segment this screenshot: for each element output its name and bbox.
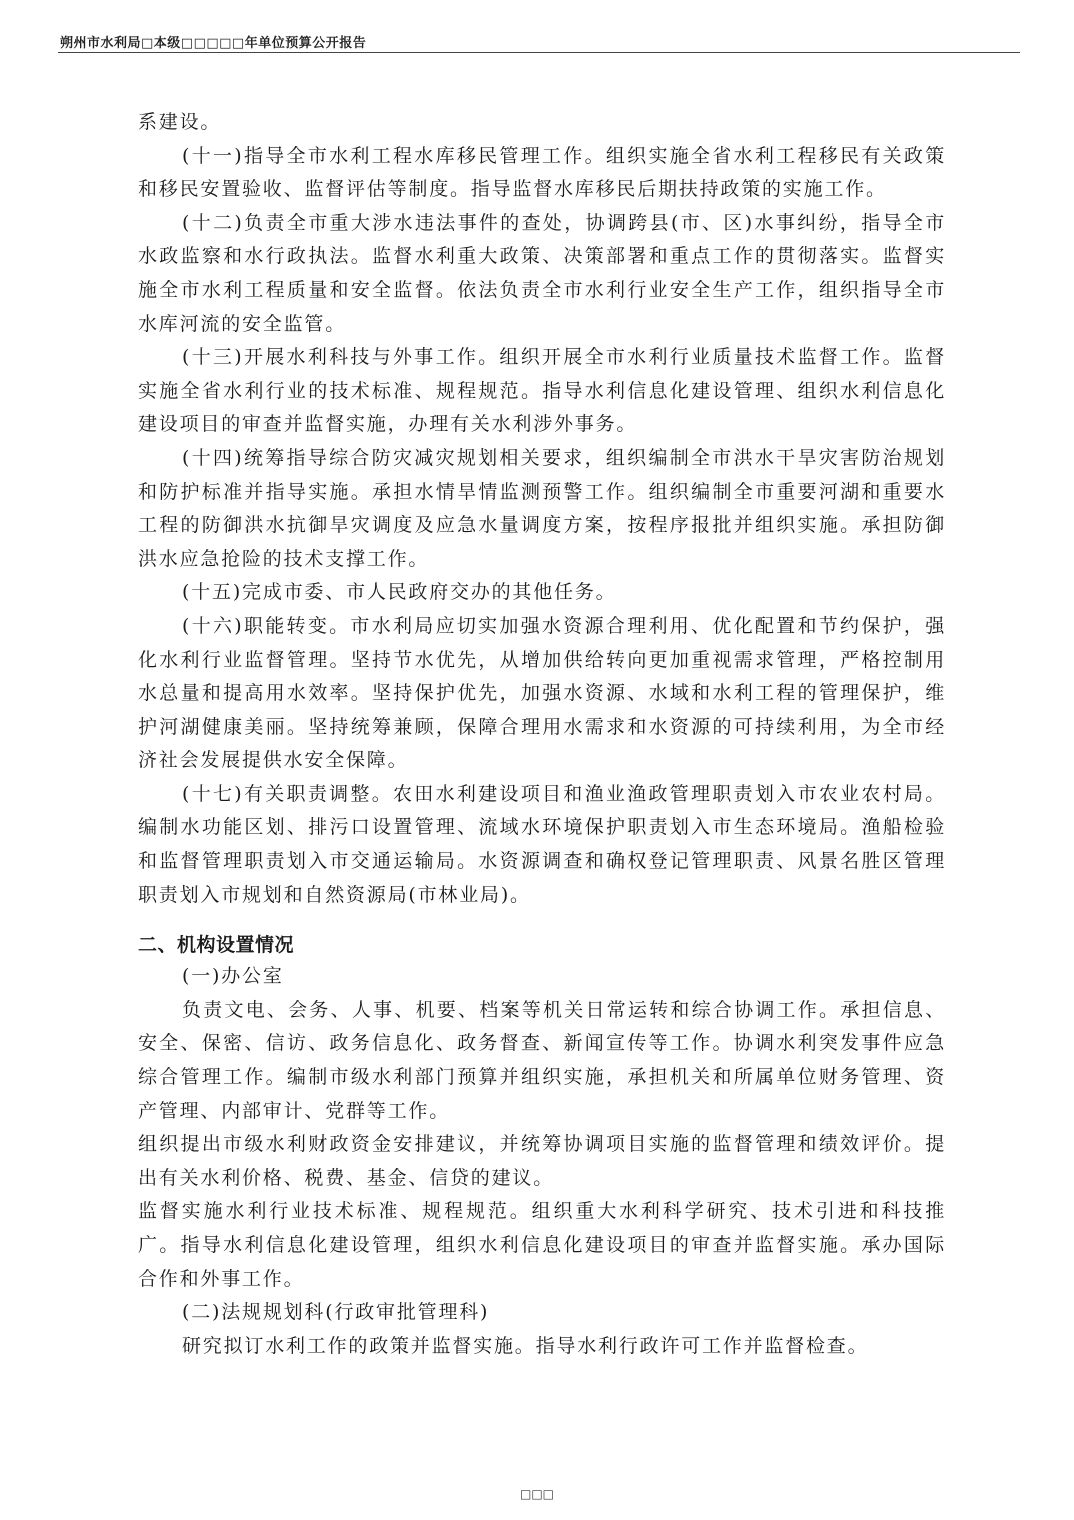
header-divider xyxy=(58,52,1020,53)
page-number: □□□ xyxy=(519,1487,554,1501)
office-paragraph-3: 监督实施水利行业技术标准、规程规范。组织重大水利科学研究、技术引进和科技推广。指导水利信息化建设管理，组织水利信息化建设项目的审查并监督实施。承办国际合作和外事工作。 xyxy=(138,1200,946,1290)
office-paragraph-2: 组织提出市级水利财政资金安排建议，并统筹协调项目实施的监督管理和绩效评价。提出有关水利价格、税费、基金、信贷的建议。 xyxy=(138,1133,946,1189)
paragraph-item-12: (十二)负责全市重大涉水违法事件的查处，协调跨县(市、区)水事纠纷，指导全市水政监察和水行政执法。监督水利重大政策、决策部署和重点工作的贯彻落实。监督实施全市水利工程质量和安全监督。依法负责全市水利行业安全生产工作，组织指导全市水库河流的安全监管。 xyxy=(138,211,946,335)
subsection-title-office: (一)办公室 xyxy=(182,965,284,988)
paragraph-item-13: (十三)开展水利科技与外事工作。组织开展全市水利行业质量技术监督工作。监督实施全省水利行业的技术标准、规程规范。指导水利信息化建设管理、组织水利信息化建设项目的审查并监督实施，办理有关水利涉外事务。 xyxy=(138,346,946,436)
paragraph-continuation: 系建设。 xyxy=(138,111,222,133)
section-heading-org-structure: 二、机构设置情况 xyxy=(138,934,295,957)
regulations-paragraph-1: 研究拟订水利工作的政策并监督实施。指导水利行政许可工作并监督检查。 xyxy=(182,1334,869,1357)
subsection-title-regulations: (二)法规规划科(行政审批管理科) xyxy=(182,1301,490,1324)
paragraph-item-16: (十六)职能转变。市水利局应切实加强水资源合理利用、优化配置和节约保护，强化水利行业监督管理。坚持节水优先，从增加供给转向更加重视需求管理，严格控制用水总量和提高用水效率。坚持保护优先，加强水资源、水域和水利工程的管理保护，维护河湖健康美丽。坚持统筹兼顾，保障合理用水需求和水资源的可持续利用，为全市经济社会发展提供水安全保障。 xyxy=(138,614,946,772)
paragraph-item-15: (十五)完成市委、市人民政府交办的其他任务。 xyxy=(182,581,617,604)
paragraph-item-11: (十一)指导全市水利工程水库移民管理工作。组织实施全省水利工程移民有关政策和移民安置验收、监督评估等制度。指导监督水库移民后期扶持政策的实施工作。 xyxy=(138,144,946,201)
paragraph-item-17: (十七)有关职责调整。农田水利建设项目和渔业渔政管理职责划入市农业农村局。编制水功能区划、排污口设置管理、流域水环境保护职责划入市生态环境局。渔船检验和监督管理职责划入市交通运输局。水资源调查和确权登记管理职责、风景名胜区管理职责划入市规划和自然资源局(市林业局)。 xyxy=(138,782,946,906)
document-body xyxy=(138,106,946,1363)
page-header-title: 朔州市水利局□本级□□□□□年单位预算公开报告 xyxy=(60,36,367,51)
office-paragraph-1: 负责文电、会务、人事、机要、档案等机关日常运转和综合协调工作。承担信息、安全、保密、信访、政务信息化、政务督查、新闻宣传等工作。协调水利突发事件应急综合管理工作。编制市级水利部门预算并组织实施，承担机关和所属单位财务管理、资产管理、内部审计、党群等工作。 xyxy=(138,998,946,1122)
paragraph-item-14: (十四)统筹指导综合防灾减灾规划相关要求，组织编制全市洪水干旱灾害防治规划和防护标准并指导实施。承担水情旱情监测预警工作。组织编制全市重要河湖和重要水工程的防御洪水抗御旱灾调度及应急水量调度方案，按程序报批并组织实施。承担防御洪水应急抢险的技术支撑工作。 xyxy=(138,446,946,570)
